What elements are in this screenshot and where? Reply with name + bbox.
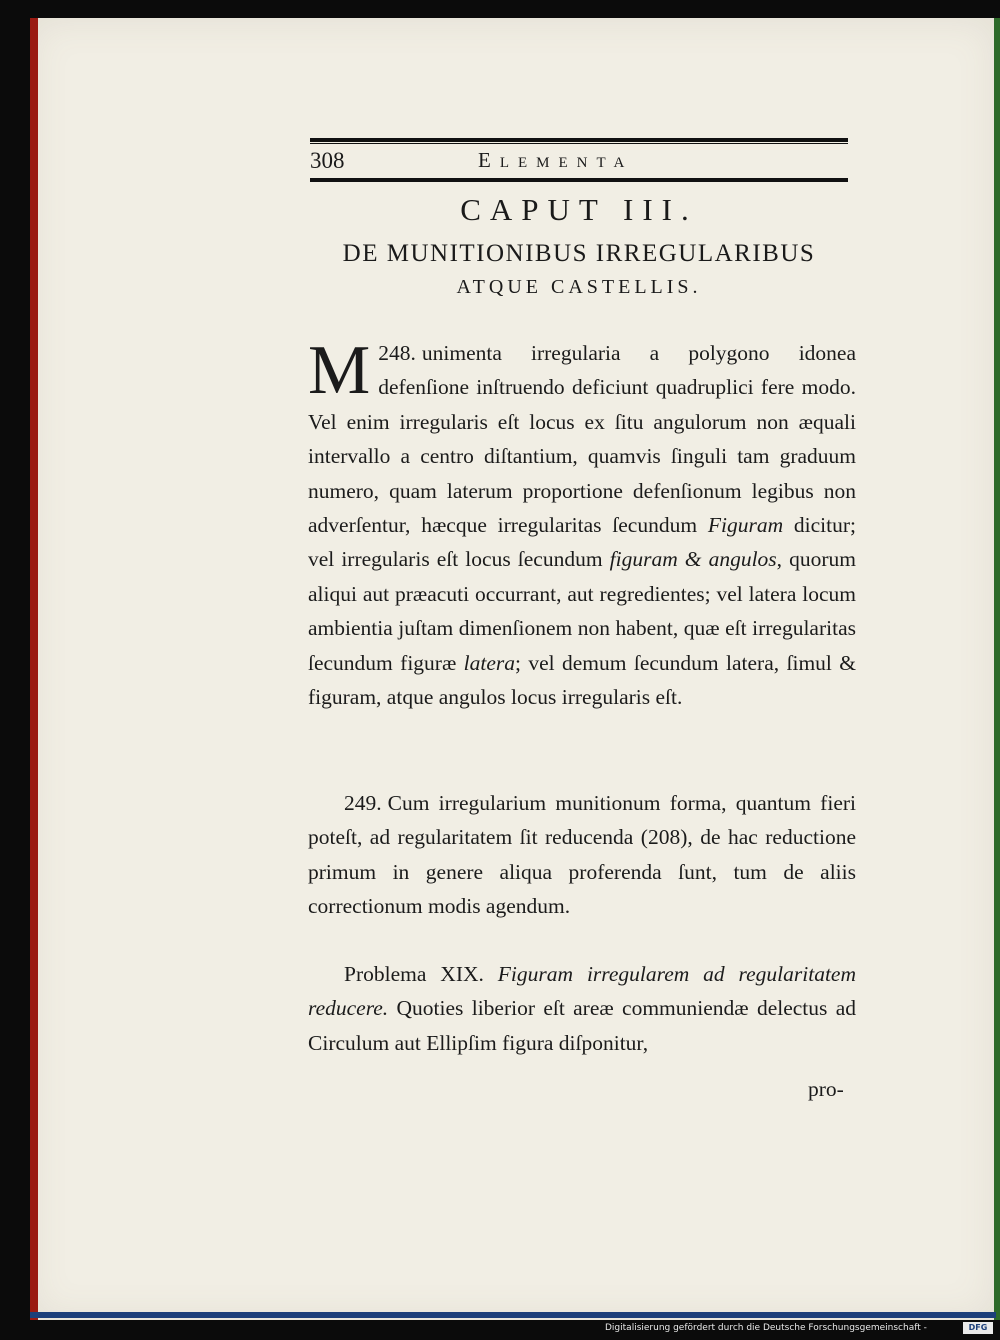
paragraph-248 <box>308 332 856 714</box>
problema-statement: Figuram irregularem ad regularitatem reducere. <box>308 962 856 1021</box>
running-title: Elementa <box>478 148 634 172</box>
header-rule-top-thin <box>310 143 848 144</box>
header-rule-bottom <box>310 178 848 182</box>
problema-label: Problema XIX. <box>344 962 484 986</box>
scan-edge-bottom <box>30 1312 996 1318</box>
header-rule-top <box>310 138 848 142</box>
section-title-line2: ATQUE CASTELLIS. <box>456 276 702 298</box>
italic-term: figuram & angulos <box>609 547 777 572</box>
catchword: pro- <box>808 1077 844 1101</box>
paragraph-249 <box>308 786 856 924</box>
problema-paragraph <box>308 957 856 1060</box>
chapter-title: CAPUT III. <box>460 192 698 227</box>
paragraph-text: unimenta irregularia a polygono idonea defenſione inſtruendo deficiunt quadruplici fere modo. Vel enim irregularis eſt locus ex ſitu angulorum non æquali intervallo a centro diſtantium, quamvis ſinguli tam graduum numero, quam laterum proportione defenſionum legibus non adverſentur, hæcque irregularitas ſecundum <box>308 341 856 538</box>
italic-term: Figuram <box>707 513 784 538</box>
running-head <box>310 146 848 180</box>
section-title-line1: DE MUNITIONIBUS IRREGULARIBUS <box>342 240 816 267</box>
paragraph-text: dicitur; vel irregularis eſt locus ſecundum <box>308 513 856 572</box>
dfg-logo: DFG <box>963 1322 993 1334</box>
paragraph-number: 248. <box>378 341 416 365</box>
drop-cap: M <box>308 332 371 409</box>
scan-edge-left <box>30 18 38 1320</box>
page-number: 308 <box>310 148 345 173</box>
paragraph-text: ; vel demum ſecundum latera, ſimul & figuram, atque angulos locus irregularis eſt. <box>308 650 856 710</box>
paragraph-number: 249. <box>344 791 382 815</box>
scan-edge-right <box>994 18 1000 1320</box>
paragraph-text: , quorum aliqui aut præacuti occurrant, aut regredientes; vel latera locum ambientia juſtam dimenſionem non habent, quæ eſt irregularitas ſecundum figuræ <box>308 547 856 675</box>
italic-term: latera <box>463 650 516 675</box>
paragraph-text: Quoties liberior eſt areæ communiendæ delectus ad Circulum aut Ellipſim figura diſponitur, <box>308 996 857 1055</box>
digitization-credit: Digitalisierung gefördert durch die Deutsche Forschungsgemeinschaft - <box>605 1323 927 1333</box>
paragraph-text: Cum irregularium munitionum forma, quantum fieri poteſt, ad regularitatem ſit reducenda (208), de hac reductione primum in genere aliqua proferenda ſunt, tum de aliis correctionum modis agendum. <box>308 791 856 919</box>
